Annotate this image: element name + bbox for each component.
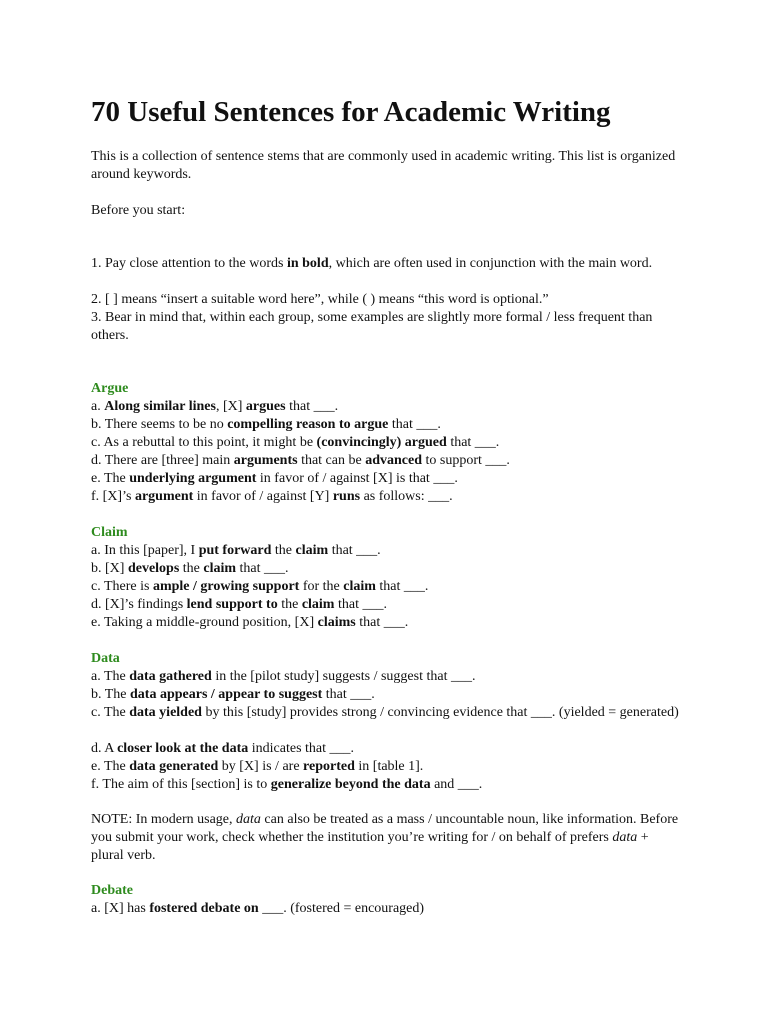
section-heading-data: Data [91, 651, 120, 666]
intro-paragraph: This is a collection of sentence stems that are commonly used in academic writing. This list is organized around keywords. [91, 149, 676, 182]
text-run: that ___. [328, 543, 381, 558]
text-run: b. There seems to be no [91, 417, 228, 432]
bold-phrase: in bold [286, 256, 329, 271]
bold-phrase: arguments [233, 453, 298, 468]
text-run: d. A [91, 741, 118, 756]
text-run: 3. Bear in mind that, within each group, some examples are slightly more formal / less frequent than others. [91, 310, 653, 343]
claim-item-b [91, 560, 289, 578]
text-run: 2. [ ] means “insert a suitable word here”, while ( ) means “this word is optional.” [91, 292, 549, 307]
bold-phrase: data yielded [129, 705, 202, 720]
debate-item-a [91, 900, 424, 918]
text-run: , [X] [215, 399, 246, 414]
before-start-label: Before you start: [91, 203, 186, 218]
text-run: e. The [91, 471, 130, 486]
italic-phrase: data [612, 830, 638, 845]
text-run: that ___. [375, 579, 429, 594]
bold-phrase: generalize beyond the data [270, 777, 431, 792]
data-item-b [91, 686, 375, 704]
text-run: a. [91, 399, 105, 414]
text-run: that can be [297, 453, 366, 468]
bold-phrase: claims [317, 615, 356, 630]
text-run: e. The [91, 759, 130, 774]
bold-phrase: fostered debate on [149, 901, 259, 916]
argue-item-a [91, 398, 338, 416]
bold-phrase: lend support to [186, 597, 278, 612]
bold-phrase: runs [332, 489, 361, 504]
bold-phrase: closer look at the data [117, 741, 249, 756]
text-run: a. In this [paper], I [91, 543, 199, 558]
text-run: for the [299, 579, 344, 594]
bold-phrase: data gathered [129, 669, 212, 684]
text-run: in [table 1]. [354, 759, 424, 774]
bold-phrase: compelling reason to argue [227, 417, 389, 432]
data-item-e [91, 758, 423, 776]
text-run: a. [X] has [91, 901, 150, 916]
bold-phrase: claim [343, 579, 376, 594]
data-item-f [91, 776, 482, 794]
text-run: as follows: ___. [360, 489, 453, 504]
bold-phrase: claim [203, 561, 237, 576]
text-run: that ___. [446, 435, 500, 450]
section-heading-claim: Claim [91, 525, 128, 540]
bold-phrase: put forward [198, 543, 272, 558]
document-title: 70 Useful Sentences for Academic Writing [91, 96, 611, 128]
text-run: , which are often used in conjunction with the main word. [328, 256, 653, 271]
argue-item-b [91, 416, 441, 434]
text-run: to support ___. [422, 453, 510, 468]
text-run: can also be treated as a mass / uncountable noun, like information. Before you submit your work, check whether the institution you’re writing for / on behalf of prefers [91, 812, 679, 845]
argue-item-e [91, 470, 458, 488]
text-run: and ___. [430, 777, 483, 792]
text-run: by [X] is / are [218, 759, 304, 774]
text-run: in favor of / against [Y] [193, 489, 333, 504]
text-run: b. The [91, 687, 131, 702]
text-run: b. [X] [91, 561, 128, 576]
text-run: d. [X]’s findings [91, 597, 187, 612]
text-run: that ___. [334, 597, 387, 612]
text-run: by this [study] provides strong / convincing evidence that ___. (yielded = generated) [201, 705, 679, 720]
text-run: 1. Pay close attention to the words [91, 256, 287, 271]
bold-phrase: argument [134, 489, 194, 504]
text-run: c. There is [91, 579, 153, 594]
italic-phrase: data [236, 812, 261, 827]
section-heading-argue: Argue [91, 381, 129, 396]
text-run: + plural verb. [91, 830, 649, 863]
bold-phrase: Along similar lines [104, 399, 216, 414]
text-run: c. As a rebuttal to this point, it might be [91, 435, 317, 450]
bold-phrase: ample / growing support [152, 579, 300, 594]
claim-item-a [91, 542, 381, 560]
text-run: a. The [91, 669, 130, 684]
bold-phrase: argues [245, 399, 286, 414]
bold-phrase: (convincingly) argued [316, 435, 447, 450]
text-run: in the [pilot study] suggests / suggest that ___. [211, 669, 476, 684]
data-item-c [91, 704, 681, 722]
bold-phrase: reported [303, 759, 355, 774]
data-note [91, 811, 681, 865]
argue-item-f [91, 488, 453, 506]
claim-item-d [91, 596, 387, 614]
tip-1 [91, 255, 681, 273]
bold-phrase: data generated [129, 759, 219, 774]
text-run: ___. (fostered = encouraged) [258, 901, 425, 916]
bold-phrase: claim [301, 597, 335, 612]
text-run: that ___. [236, 561, 289, 576]
bold-phrase: underlying argument [129, 471, 257, 486]
data-item-a [91, 668, 475, 686]
data-item-d [91, 740, 354, 758]
tip-3 [91, 309, 681, 345]
bold-phrase: data appears / appear to suggest [130, 687, 323, 702]
bold-phrase: claim [295, 543, 329, 558]
text-run: in favor of / against [X] is that ___. [256, 471, 458, 486]
text-run: f. The aim of this [section] is to [91, 777, 271, 792]
text-run: c. The [91, 705, 130, 720]
text-run: f. [X]’s [91, 489, 135, 504]
text-run: indicates that ___. [248, 741, 355, 756]
argue-item-c [91, 434, 499, 452]
text-run: d. There are [three] main [91, 453, 234, 468]
tip-2 [91, 291, 681, 309]
claim-item-e [91, 614, 408, 632]
argue-item-d [91, 452, 510, 470]
text-run: that ___. [355, 615, 409, 630]
claim-item-c [91, 578, 428, 596]
text-run: that ___. [388, 417, 441, 432]
text-run: the [277, 597, 302, 612]
text-run: that ___. [322, 687, 375, 702]
text-run: e. Taking a middle-ground position, [X] [91, 615, 318, 630]
text-run: the [271, 543, 296, 558]
text-run: the [179, 561, 204, 576]
text-run: NOTE: In modern usage, [91, 812, 237, 827]
bold-phrase: advanced [365, 453, 422, 468]
text-run: that ___. [285, 399, 339, 414]
bold-phrase: develops [127, 561, 180, 576]
section-heading-debate: Debate [91, 883, 133, 898]
